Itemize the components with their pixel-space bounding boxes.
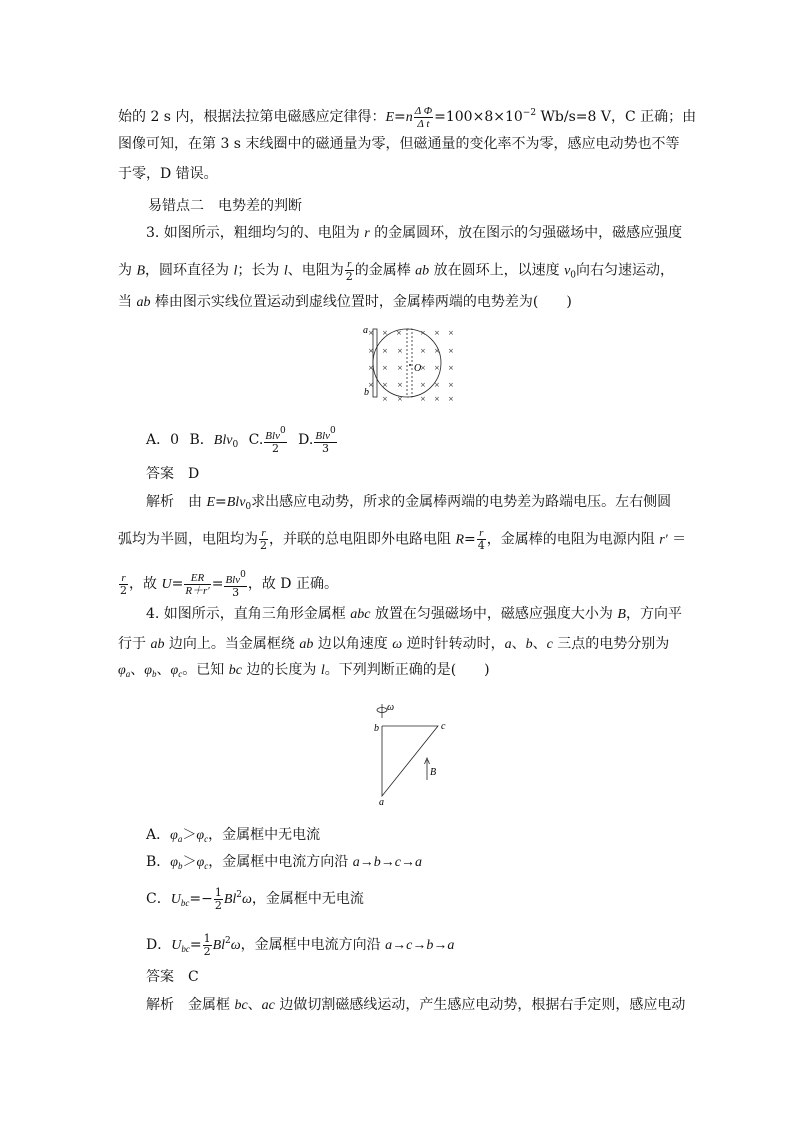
option-d: D．$U_{bc}=$ $\frac{1}{2}$ Bl$^2$ω，金属框中电流方向沿 a→c→b→a [146, 931, 455, 958]
svg-text:×: × [368, 347, 374, 355]
svg-text:×: × [448, 395, 454, 403]
svg-text:×: × [420, 381, 426, 389]
svg-text:×: × [434, 347, 440, 355]
question-4-line: 行于 ab 边向上。当金属框绕 ab 边以角速度 ω 逆时针转动时，a、b、c 三点的电势分别为 [118, 636, 670, 652]
metal-rod-dashed [407, 329, 412, 397]
explanation-3-line: $\frac{r}{2}$ ，故 U= $\frac{ER}{R+r'}$ = $\frac{Blv^0}{3}$ ，故 D 正确。 [120, 570, 338, 599]
option-c: C．$U_{bc}=-$ $\frac{1}{2}$ Bl$^2$ω，金属框中无电流 [146, 885, 364, 912]
triangle-abc [382, 726, 438, 796]
option-d: D. $\frac{Blv^0}{3}$ [298, 426, 336, 455]
question-3-line: 当 ab 棒由图示实线位置运动到虚线位置时，金属棒两端的电势差为( ) [118, 294, 572, 310]
svg-text:×: × [448, 364, 454, 372]
fraction: $\frac{\text{Δ Φ}}{\text{Δ t}}$ [414, 104, 433, 130]
svg-text:×: × [420, 347, 426, 355]
question-4-line: 4. 如图所示，直角三角形金属框 abc 放置在匀强磁场中，磁感应强度大小为 B，方向平 [146, 606, 682, 622]
svg-text:×: × [382, 347, 388, 355]
svg-text:×: × [396, 329, 402, 337]
svg-text:×: × [434, 364, 440, 372]
question-3-options [146, 425, 338, 455]
label-O: O [414, 363, 422, 374]
answer-3: 答案 D [146, 466, 200, 482]
fraction: $\frac{r}{2}$ [345, 258, 353, 283]
option-c: C. $\frac{Blv^0}{2}$ [248, 426, 286, 455]
svg-text:×: × [420, 329, 426, 337]
svg-text:×: × [382, 364, 388, 372]
svg-text:×: × [420, 395, 426, 403]
svg-text:×: × [397, 381, 403, 389]
explanation-3-line: 弧均为半圆，电阻均为 $\frac{r}{2}$ ，并联的总电阻即外电路电阻 R= $\frac{r}{4}$ ，金属棒的电阻为电源内阻 r′ ＝ [118, 527, 687, 552]
label-b: b [374, 723, 379, 734]
option-b: B．$\varphi_b>\varphi_c$，金属框中电流方向沿 a→b→c→a [146, 854, 422, 871]
svg-text:×: × [397, 395, 403, 403]
svg-text:×: × [448, 347, 454, 355]
option-b: B．Blv$_0$ [189, 432, 239, 450]
svg-text:×: × [397, 347, 403, 355]
explanation-4-line: 解析 金属框 bc、ac 边做切割磁感线运动，产生感应电动势，根据右手定则，感应电动 [146, 997, 686, 1013]
text-line: 图像可知，在第 3 s 末线圈中的磁通量为零，但磁通量的变化率不为零，感应电动势也不等 [118, 136, 680, 152]
svg-text:×: × [397, 364, 403, 372]
section-title: 易错点二 电势差的判断 [148, 198, 302, 214]
svg-text:×: × [368, 381, 374, 389]
question-3-line: 为 B，圆环直径为 l；长为 l、电阻为 $\frac{r}{2}$ 的金属棒 ab 放在圆环上，以速度 $v_0$向右匀速运动， [118, 258, 675, 283]
svg-text:×: × [434, 395, 440, 403]
svg-text:×: × [434, 329, 440, 337]
svg-text:×: × [382, 381, 388, 389]
question-3-line: 3. 如图所示，粗细均匀的、电阻为 r 的金属圆环，放在图示的匀强磁场中，磁感应强度 [146, 225, 683, 241]
answer-4: 答案 C [146, 969, 199, 985]
svg-text:×: × [448, 329, 454, 337]
label-B: B [430, 767, 437, 778]
text-line: 于零，D 错误。 [118, 166, 218, 182]
svg-text:×: × [368, 329, 374, 337]
label-omega: ω [387, 702, 395, 713]
svg-text:×: × [420, 364, 426, 372]
svg-text:×: × [382, 329, 388, 337]
label-a: a [379, 797, 384, 808]
label-b: b [364, 387, 369, 398]
svg-text:×: × [368, 364, 374, 372]
question-4-line: $\varphi_a$、$\varphi_b$、$\varphi_c$。已知 bc 边的长度为 l。下列判断正确的是( ) [118, 662, 490, 679]
ring-magnetic-field-figure [360, 325, 470, 405]
svg-text:×: × [382, 395, 388, 403]
explanation-3-line: 解析 由 E=Blv$_0$求出感应电动势，所求的金属棒两端的电势差为路端电压。左右侧圆 [146, 494, 672, 512]
label-a: a [363, 325, 368, 336]
svg-text:×: × [448, 381, 454, 389]
text-line: 始的 2 s 内，根据法拉第电磁感应定律得：E=n $\frac{\text{Δ Φ}}{\text{Δ t}}$ $=100\times 8\times 10^{-2}$ Wb/s=8 V，C 正确；由 [118, 104, 697, 130]
option-a: A．$\varphi_a>\varphi_c$，金属框中无电流 [146, 827, 321, 844]
label-c: c [441, 721, 446, 732]
svg-text:×: × [434, 381, 440, 389]
option-a: A．0 [146, 432, 180, 448]
triangle-frame-figure [368, 700, 458, 810]
